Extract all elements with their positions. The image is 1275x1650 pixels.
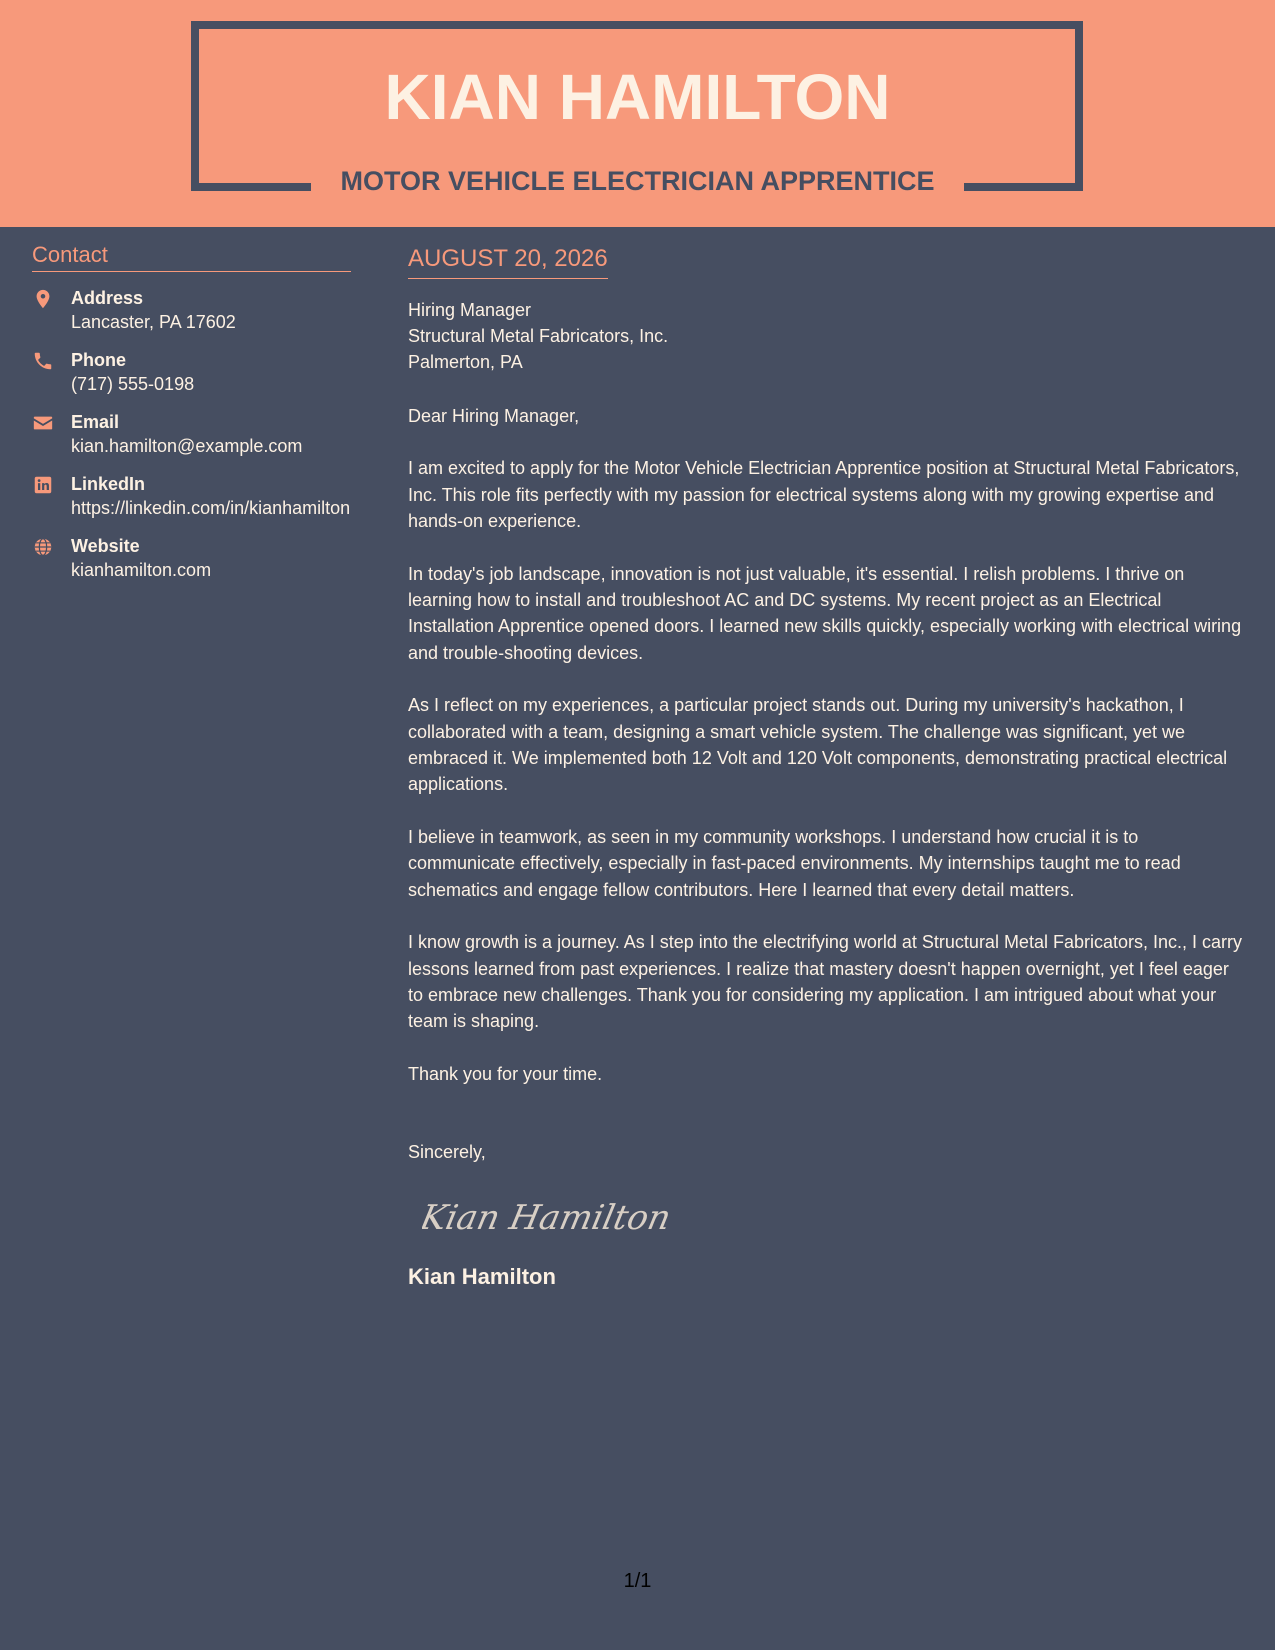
letter-body: [408, 244, 1248, 1292]
contact-website: [32, 534, 351, 582]
map-pin-icon: [32, 288, 54, 310]
contact-heading: Contact: [32, 242, 351, 272]
contact-phone: [32, 348, 351, 396]
contact-value: Lancaster, PA 17602: [71, 312, 236, 332]
signoff: Sincerely,: [408, 1142, 486, 1163]
letter-paragraph: I know growth is a journey. As I step into the electrifying world at Structural Metal Fabricators, Inc., I carry lessons learned from past experiences. I realize that mastery doesn't happen overnight, yet I feel eager to embrace new challenges. Thank you for considering my application. I am intrigued about what your team is shaping.: [408, 932, 1243, 1032]
letter-paragraph: In today's job landscape, innovation is not just valuable, it's essential. I relish problems. I thrive on learning how to install and troubleshoot AC and DC systems. My recent project as an Electrical Installation Apprentice opened doors. I learned new skills quickly, especially working with electrical wiring and trouble-shooting devices.: [408, 563, 1242, 663]
contact-email: [32, 410, 351, 458]
recipient-line: Palmerton, PA: [408, 352, 523, 372]
linkedin-icon: [32, 474, 54, 496]
contact-label: Website: [71, 536, 140, 556]
recipient-block: [408, 297, 1248, 375]
contact-label: Address: [71, 288, 144, 308]
contact-value: (717) 555-0198: [71, 374, 195, 394]
letter-paragraph: As I reflect on my experiences, a particular project stands out. During my university's hackathon, I collaborated with a team, designing a smart vehicle system. The challenge was significant, yet we embraced it. We implemented both 12 Volt and 120 Volt components, demonstrating practical electrical applications.: [408, 695, 1228, 795]
signer-name: Kian Hamilton: [408, 1264, 556, 1290]
candidate-name: KIAN HAMILTON: [384, 61, 891, 133]
letter-paragraph: I am excited to apply for the Motor Vehicle Electrician Apprentice position at Structural Metal Fabricators, Inc. This role fits perfectly with my passion for electrical systems along with my growing expertise and hands-on experience.: [408, 458, 1240, 532]
contact-label: LinkedIn: [71, 474, 146, 494]
candidate-role: MOTOR VEHICLE ELECTRICIAN APPRENTICE: [340, 166, 935, 196]
phone-icon: [32, 350, 54, 372]
page-number: 1/1: [623, 1570, 652, 1592]
recipient-line: Structural Metal Fabricators, Inc.: [408, 326, 669, 346]
contact-sidebar: [32, 242, 351, 582]
contact-label: Email: [71, 412, 120, 432]
svg-text:Kian Hamilton: Kian Hamilton: [422, 1198, 675, 1239]
salutation: Dear Hiring Manager,: [408, 406, 580, 426]
contact-value[interactable]: kianhamilton.com: [71, 560, 212, 580]
contact-label: Phone: [71, 350, 127, 370]
contact-value: kian.hamilton@example.com: [71, 436, 303, 456]
letter-paragraph: I believe in teamwork, as seen in my community workshops. I understand how crucial it is to communicate effectively, especially in fast-paced environments. My internships taught me to read schematics and engage fellow contributors. Here I learned that every detail matters.: [408, 826, 1181, 900]
letter-date: AUGUST 20, 2026: [408, 244, 608, 279]
handwritten-signature: [422, 1185, 682, 1247]
envelope-icon: [32, 412, 54, 434]
globe-icon: [32, 536, 54, 558]
contact-address: [32, 286, 351, 334]
contact-linkedin: [32, 472, 351, 520]
letter-paragraph: Thank you for your time.: [408, 1063, 603, 1084]
recipient-line: Hiring Manager: [408, 300, 532, 320]
contact-value[interactable]: https://linkedin.com/in/kianhamilton: [71, 498, 351, 518]
